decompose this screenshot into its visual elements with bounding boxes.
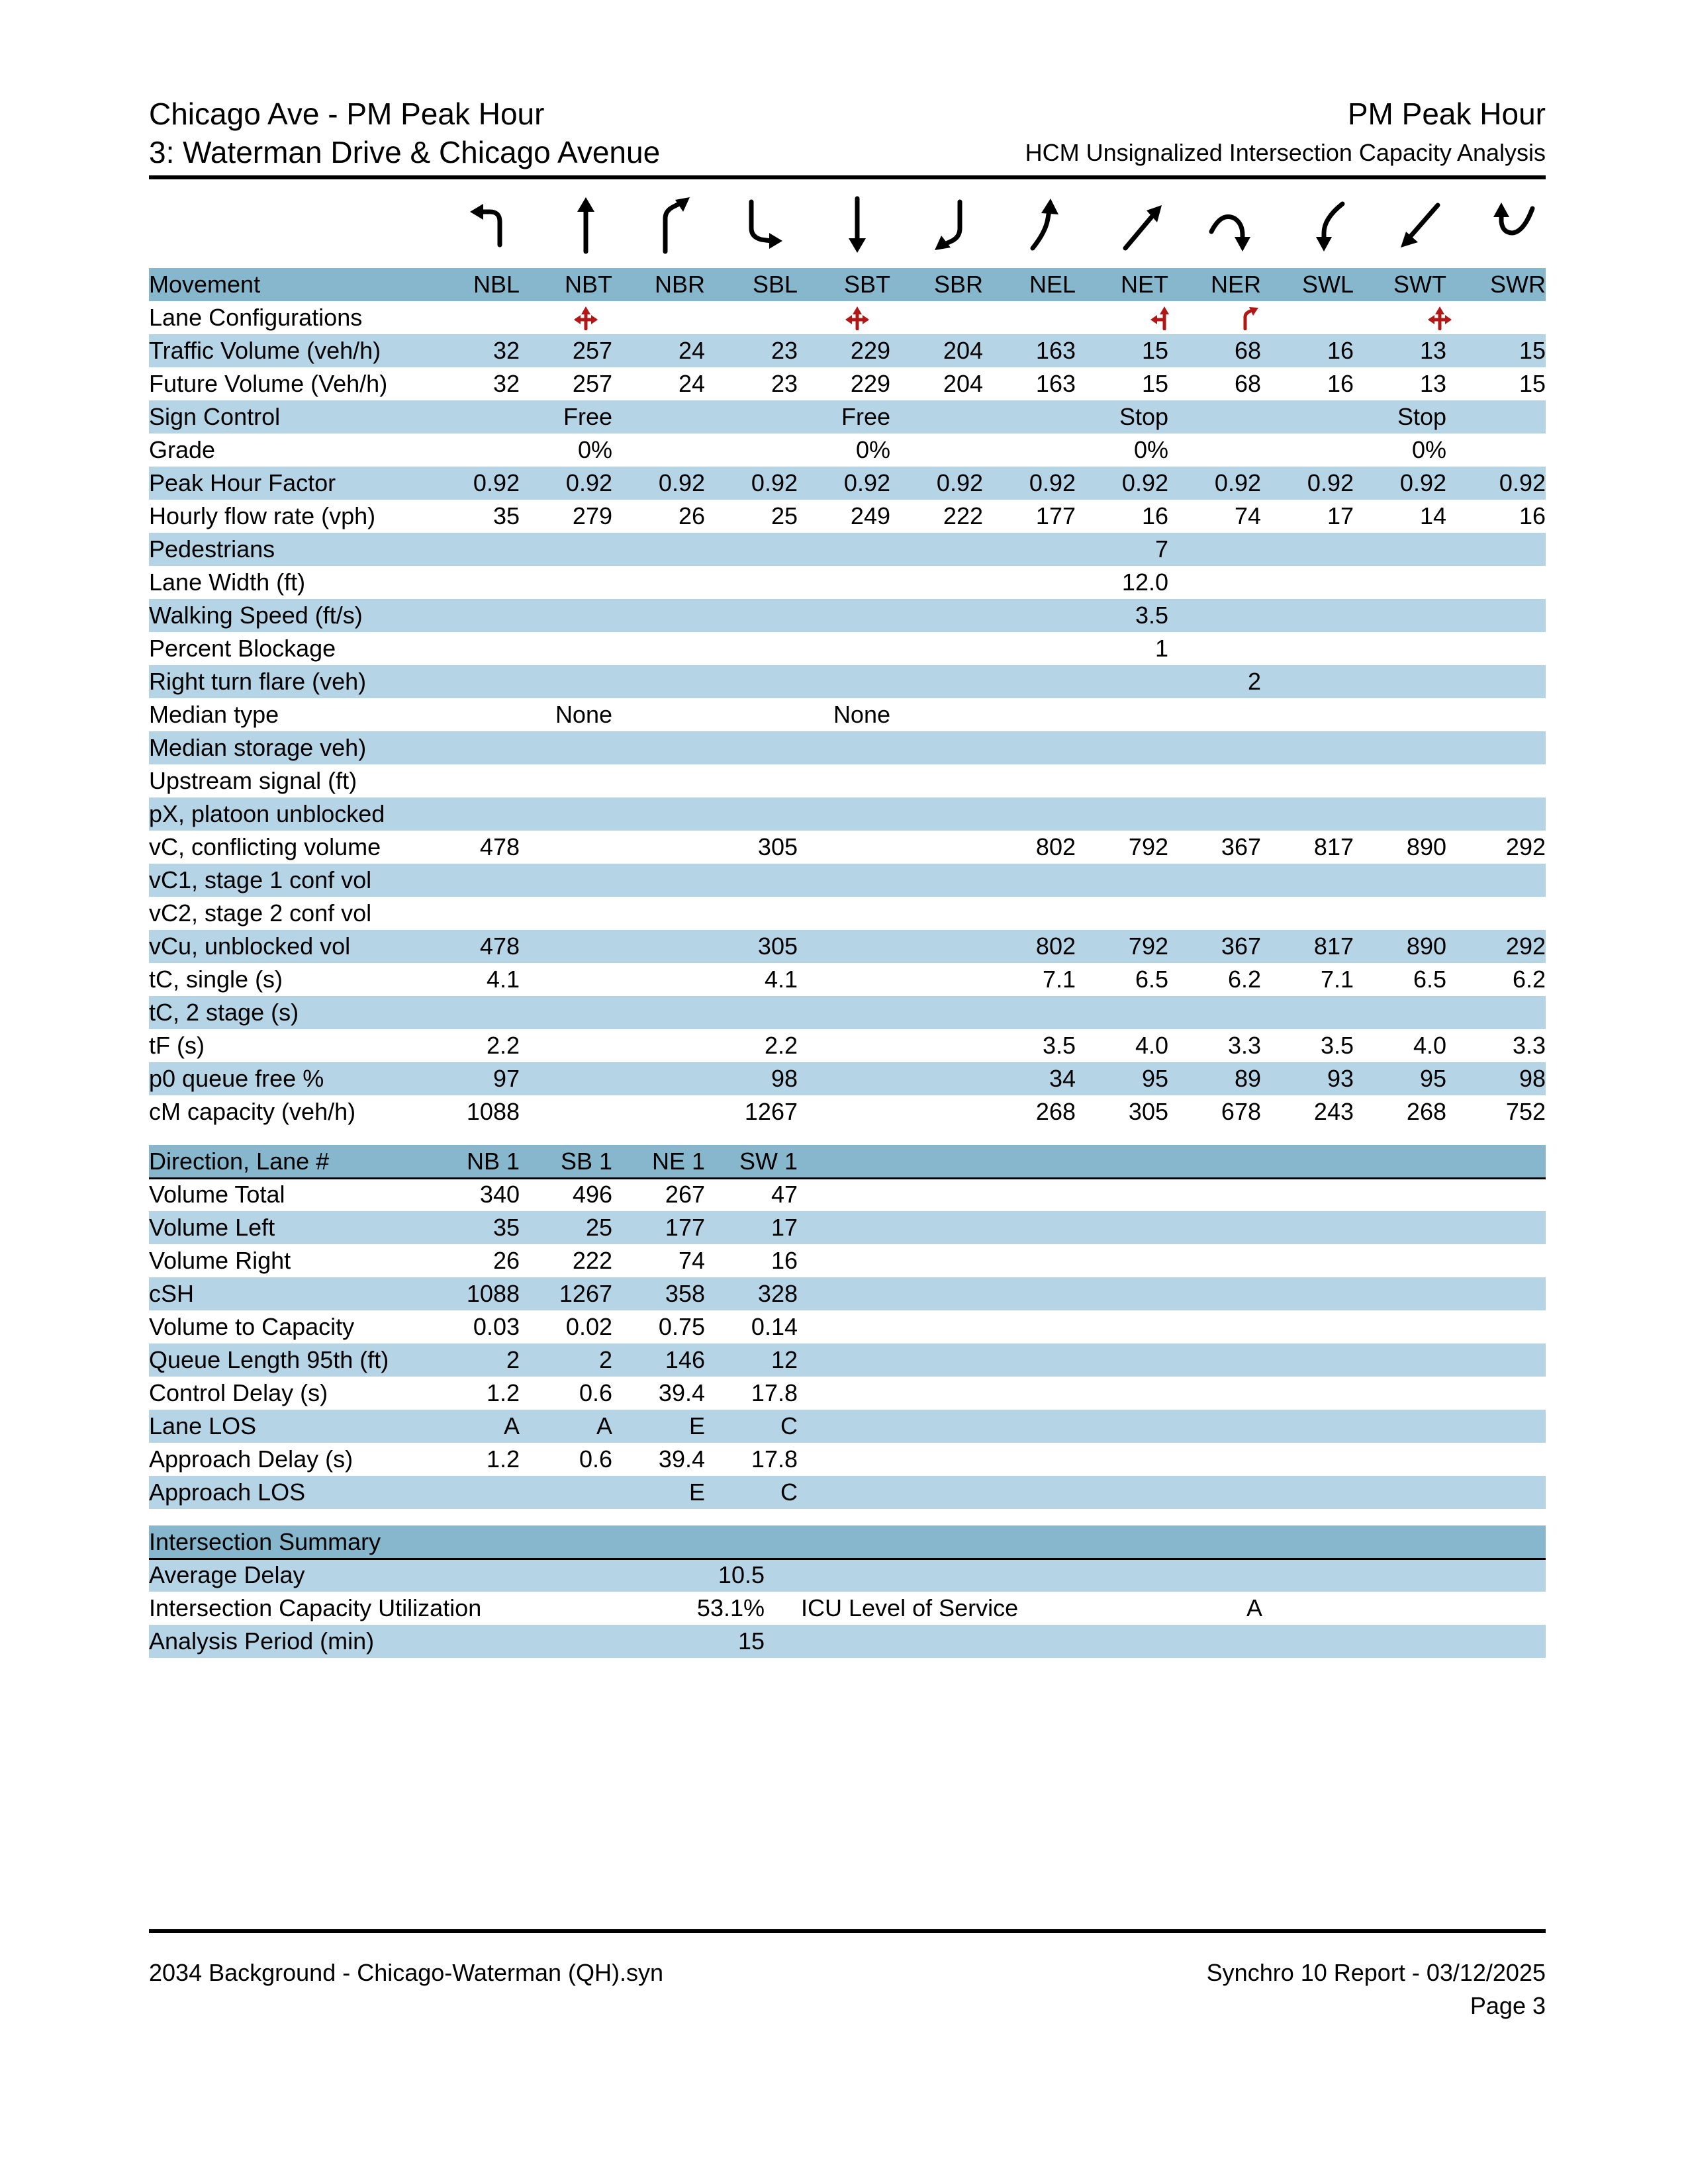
lane-cell: 0.6	[579, 1445, 612, 1473]
movement-cell: 7.1	[1320, 966, 1354, 993]
lane-cell: E	[688, 1479, 705, 1506]
lane-row	[149, 1410, 1546, 1443]
lane-row-label: Volume Left	[149, 1214, 275, 1241]
movement-cell: 23	[771, 337, 798, 364]
movement-cell: 32	[492, 337, 520, 364]
movement-cell: 0%	[1411, 436, 1446, 463]
movement-icons-row	[149, 192, 1546, 265]
movement-row-label: vC, conflicting volume	[149, 833, 381, 860]
movement-cell: 3.5	[1320, 1032, 1354, 1059]
lane-cell: 177	[665, 1214, 705, 1241]
movement-cell: 68	[1234, 370, 1261, 397]
lane-cell: 1267	[559, 1280, 612, 1307]
movement-row-label: Median storage veh)	[149, 734, 367, 761]
sbr-arrow-icon	[920, 192, 980, 258]
movement-cell: 0%	[855, 436, 890, 463]
movement-row	[149, 533, 1546, 566]
movement-cell: Free	[563, 403, 612, 430]
lane-row	[149, 1178, 1546, 1211]
footer-rule	[149, 1929, 1546, 1933]
lane-cell: 74	[678, 1247, 705, 1274]
swt-arrow-icon	[1390, 192, 1450, 258]
movement-cell: 4.0	[1413, 1032, 1446, 1059]
movement-row	[149, 731, 1546, 764]
movement-cell: 26	[678, 502, 705, 529]
movement-cell: 752	[1505, 1098, 1546, 1125]
movement-cell: 23	[771, 370, 798, 397]
movement-row	[149, 334, 1546, 367]
lane-row	[149, 1277, 1546, 1310]
movement-cell: 13	[1419, 337, 1446, 364]
movement-cell: 177	[1035, 502, 1076, 529]
movement-cell: 3.5	[1042, 1032, 1076, 1059]
movement-cell: 13	[1419, 370, 1446, 397]
peak-period: PM Peak Hour	[1347, 97, 1546, 131]
movement-row-label: vC2, stage 2 conf vol	[149, 899, 372, 927]
movement-cell: 97	[492, 1065, 520, 1092]
lane-cell: 39.4	[658, 1379, 705, 1406]
movement-cell: 12.0	[1121, 569, 1168, 596]
movement-row-label: Pedestrians	[149, 535, 275, 563]
average-delay-label: Average Delay	[149, 1561, 305, 1588]
movement-cell: 35	[492, 502, 520, 529]
movement-cell: 1088	[466, 1098, 520, 1125]
summary-row-average-delay	[149, 1559, 1546, 1592]
nel-arrow-icon	[1016, 192, 1076, 258]
lane-cell: 1.2	[486, 1445, 520, 1473]
movement-row	[149, 698, 1546, 731]
movement-cell: 2.2	[764, 1032, 798, 1059]
movement-cell: 68	[1234, 337, 1261, 364]
movement-cell: 15	[1519, 370, 1546, 397]
lane-header-cell: SB 1	[560, 1148, 612, 1175]
lane-cell: 496	[572, 1181, 612, 1208]
movement-cell: 0.92	[936, 469, 983, 496]
movement-row-label: Right turn flare (veh)	[149, 668, 367, 695]
movement-row-label: tC, single (s)	[149, 966, 283, 993]
movement-row	[149, 764, 1546, 797]
swr-arrow-icon	[1483, 192, 1542, 258]
summary-row-icu	[149, 1592, 1546, 1625]
movement-cell: 222	[943, 502, 983, 529]
lane-cell: A	[503, 1412, 520, 1439]
movement-cell: 3.3	[1227, 1032, 1261, 1059]
movement-row	[149, 831, 1546, 864]
movement-row-label: Median type	[149, 701, 279, 728]
movement-cell: 305	[757, 833, 798, 860]
movement-row	[149, 632, 1546, 665]
movement-cell: 204	[943, 370, 983, 397]
movement-cell: 32	[492, 370, 520, 397]
summary-header-rule	[149, 1558, 1546, 1560]
lane-cell: 35	[492, 1214, 520, 1241]
movement-cell: 0.92	[1214, 469, 1261, 496]
movement-row	[149, 963, 1546, 996]
sbl-arrow-icon	[735, 192, 794, 258]
lane-cell: 12	[771, 1346, 798, 1373]
lane-cell: 267	[665, 1181, 705, 1208]
footer-report: Synchro 10 Report - 03/12/2025	[1206, 1959, 1546, 1986]
analysis-period-label: Analysis Period (min)	[149, 1627, 375, 1655]
lane-cell: 146	[665, 1346, 705, 1373]
movement-header-cell: NBL	[473, 271, 520, 298]
lane-cell: 0.14	[751, 1313, 798, 1340]
movement-row	[149, 301, 1546, 334]
nbt-arrow-icon	[556, 192, 616, 258]
movement-row-label: Hourly flow rate (vph)	[149, 502, 376, 529]
movement-row	[149, 599, 1546, 632]
movement-cell: 24	[678, 337, 705, 364]
movement-cell: 268	[1035, 1098, 1076, 1125]
movement-cell: 4.1	[764, 966, 798, 993]
net-arrow-icon	[1112, 192, 1172, 258]
movement-header-row-label: Movement	[149, 271, 261, 298]
movement-cell: 0.92	[751, 469, 798, 496]
lane-row-label: Control Delay (s)	[149, 1379, 328, 1406]
movement-row-label: vC1, stage 1 conf vol	[149, 866, 372, 893]
movement-cell: 0.92	[1499, 469, 1546, 496]
movement-row	[149, 897, 1546, 930]
movement-cell: 243	[1313, 1098, 1354, 1125]
movement-row	[149, 566, 1546, 599]
lane-cell: 17	[771, 1214, 798, 1241]
movement-cell: 367	[1221, 833, 1261, 860]
lane-cell: 222	[572, 1247, 612, 1274]
lane-cell: 1.2	[486, 1379, 520, 1406]
lane-cell: C	[780, 1479, 798, 1506]
movement-row	[149, 1062, 1546, 1095]
movement-row-label: Lane Configurations	[149, 304, 363, 331]
lane-cell: 47	[771, 1181, 798, 1208]
movement-cell: 16	[1519, 502, 1546, 529]
movement-header-row	[149, 268, 1546, 301]
movement-header-cell: NBR	[654, 271, 705, 298]
lane-cell: 16	[771, 1247, 798, 1274]
movement-cell: 15	[1519, 337, 1546, 364]
movement-cell: 0.92	[1029, 469, 1076, 496]
lane-row-label: Volume Total	[149, 1181, 285, 1208]
movement-row-label: Grade	[149, 436, 216, 463]
summary-row-analysis-period	[149, 1625, 1546, 1658]
movement-cell: 279	[572, 502, 612, 529]
report-header	[149, 96, 1546, 179]
movement-cell: 4.0	[1135, 1032, 1168, 1059]
lane-through-left-right-icon	[573, 305, 599, 330]
movement-cell: 16	[1327, 370, 1354, 397]
footer-file: 2034 Background - Chicago-Waterman (QH).syn	[149, 1959, 663, 1986]
lane-cell: 2	[598, 1346, 612, 1373]
movement-cell: 34	[1049, 1065, 1076, 1092]
movement-row	[149, 996, 1546, 1029]
movement-cell: 792	[1128, 933, 1168, 960]
movement-table	[149, 268, 1546, 1128]
lane-row-label: Volume Right	[149, 1247, 291, 1274]
movement-cell: 98	[1519, 1065, 1546, 1092]
movement-cell: 3.5	[1135, 602, 1168, 629]
lane-cell: 2	[506, 1346, 520, 1373]
movement-cell: 0.92	[473, 469, 520, 496]
lane-cell: 0.75	[658, 1313, 705, 1340]
lane-cell: 25	[585, 1214, 612, 1241]
movement-cell: 229	[850, 337, 890, 364]
movement-row-label: Traffic Volume (veh/h)	[149, 337, 381, 364]
movement-header-cell: SWL	[1301, 271, 1354, 298]
movement-cell: 7	[1154, 535, 1168, 563]
movement-cell: 98	[771, 1065, 798, 1092]
lane-cell: 340	[479, 1181, 520, 1208]
movement-header-cell: NEL	[1029, 271, 1076, 298]
movement-cell: 802	[1035, 833, 1076, 860]
movement-header-cell: NER	[1210, 271, 1261, 298]
movement-cell: 229	[850, 370, 890, 397]
movement-cell: 24	[678, 370, 705, 397]
summary-title: Intersection Summary	[149, 1528, 381, 1555]
movement-cell: 817	[1313, 833, 1354, 860]
movement-row-label: cM capacity (veh/h)	[149, 1098, 356, 1125]
movement-cell: 0.92	[1307, 469, 1354, 496]
movement-cell: 25	[771, 502, 798, 529]
movement-row	[149, 930, 1546, 963]
movement-cell: 890	[1406, 833, 1446, 860]
lane-cell: 26	[492, 1247, 520, 1274]
movement-row-label: Future Volume (Veh/h)	[149, 370, 388, 397]
movement-header-cell: SBT	[843, 271, 890, 298]
lane-row-label: Volume to Capacity	[149, 1313, 355, 1340]
nbr-arrow-icon	[642, 192, 702, 258]
lane-left-through-icon	[1149, 305, 1175, 330]
movement-cell: 4.1	[486, 966, 520, 993]
icu-value: 53.1%	[696, 1594, 765, 1621]
lane-through-left-right-icon	[844, 305, 870, 330]
movement-cell: 292	[1505, 933, 1546, 960]
lane-header-row	[149, 1145, 1546, 1178]
movement-row-label: Peak Hour Factor	[149, 469, 336, 496]
movement-row-label: Walking Speed (ft/s)	[149, 602, 363, 629]
lane-row-label: Queue Length 95th (ft)	[149, 1346, 389, 1373]
lane-header-cell: SW 1	[739, 1148, 798, 1175]
movement-cell: 0.92	[843, 469, 890, 496]
movement-cell: 257	[572, 370, 612, 397]
movement-cell: 792	[1128, 833, 1168, 860]
lane-cell: 0.6	[579, 1379, 612, 1406]
movement-cell: 817	[1313, 933, 1354, 960]
movement-cell: 89	[1234, 1065, 1261, 1092]
movement-cell: 305	[1128, 1098, 1168, 1125]
movement-cell: 890	[1406, 933, 1446, 960]
movement-cell: None	[555, 701, 612, 728]
lane-row-label: Lane LOS	[149, 1412, 257, 1439]
movement-cell: 6.2	[1227, 966, 1261, 993]
lane-cell: 17.8	[751, 1445, 798, 1473]
lane-header-cell: NB 1	[466, 1148, 520, 1175]
movement-row	[149, 400, 1546, 433]
movement-header-cell: SWR	[1490, 271, 1546, 298]
movement-row	[149, 500, 1546, 533]
lane-header-cell: NE 1	[651, 1148, 705, 1175]
lane-row	[149, 1476, 1546, 1509]
movement-row	[149, 1029, 1546, 1062]
movement-cell: 1	[1154, 635, 1168, 662]
icu-label: Intersection Capacity Utilization	[149, 1594, 482, 1621]
movement-row-label: pX, platoon unblocked	[149, 800, 385, 827]
movement-cell: 367	[1221, 933, 1261, 960]
movement-cell: 678	[1221, 1098, 1261, 1125]
sbt-arrow-icon	[827, 192, 887, 258]
lane-cell: 328	[757, 1280, 798, 1307]
analysis-type: HCM Unsignalized Intersection Capacity Analysis	[1025, 139, 1546, 166]
header-rule	[149, 175, 1546, 179]
lane-header-row-label: Direction, Lane #	[149, 1148, 330, 1175]
movement-row	[149, 433, 1546, 467]
lane-right-turn-icon	[1235, 305, 1261, 330]
movement-cell: 478	[479, 833, 520, 860]
movement-cell: 3.3	[1512, 1032, 1546, 1059]
movement-cell: 6.2	[1512, 966, 1546, 993]
intersection-summary	[149, 1525, 1546, 1658]
lane-row	[149, 1343, 1546, 1377]
lane-cell: 0.02	[565, 1313, 612, 1340]
movement-cell: 0.92	[1399, 469, 1446, 496]
movement-cell: 163	[1035, 337, 1076, 364]
movement-cell: 268	[1406, 1098, 1446, 1125]
movement-cell: 0%	[577, 436, 612, 463]
movement-cell: 802	[1035, 933, 1076, 960]
lane-row	[149, 1377, 1546, 1410]
movement-row	[149, 367, 1546, 400]
movement-cell: 0%	[1133, 436, 1168, 463]
movement-row	[149, 467, 1546, 500]
movement-cell: 7.1	[1042, 966, 1076, 993]
movement-cell: 204	[943, 337, 983, 364]
lane-table	[149, 1145, 1546, 1509]
lane-row	[149, 1244, 1546, 1277]
movement-header-cell: SWT	[1393, 271, 1446, 298]
movement-cell: 257	[572, 337, 612, 364]
movement-header-cell: SBR	[933, 271, 983, 298]
lane-row	[149, 1443, 1546, 1476]
lane-cell: A	[596, 1412, 612, 1439]
movement-cell: 2	[1247, 668, 1261, 695]
movement-row	[149, 665, 1546, 698]
movement-cell: 15	[1141, 370, 1168, 397]
ner-arrow-icon	[1201, 192, 1261, 258]
movement-cell: None	[833, 701, 890, 728]
lane-row	[149, 1211, 1546, 1244]
movement-cell: 0.92	[1121, 469, 1168, 496]
movement-header-cell: SBL	[752, 271, 798, 298]
movement-row-label: Upstream signal (ft)	[149, 767, 357, 794]
movement-row	[149, 864, 1546, 897]
movement-row-label: Sign Control	[149, 403, 281, 430]
movement-cell: 0.92	[658, 469, 705, 496]
average-delay-value: 10.5	[718, 1561, 765, 1588]
lane-row	[149, 1310, 1546, 1343]
icu-los-label: ICU Level of Service	[801, 1594, 1019, 1621]
movement-cell: 163	[1035, 370, 1076, 397]
movement-cell: 2.2	[486, 1032, 520, 1059]
footer-page: Page 3	[1470, 1992, 1546, 2019]
movement-cell: 95	[1141, 1065, 1168, 1092]
nbl-arrow-icon	[463, 192, 523, 258]
movement-row	[149, 1095, 1546, 1128]
movement-row	[149, 797, 1546, 831]
movement-row-label: Lane Width (ft)	[149, 569, 306, 596]
movement-cell: 16	[1141, 502, 1168, 529]
movement-row-label: Percent Blockage	[149, 635, 336, 662]
movement-cell: 6.5	[1413, 966, 1446, 993]
lane-cell: 358	[665, 1280, 705, 1307]
movement-row-label: p0 queue free %	[149, 1065, 324, 1092]
lane-header-rule	[149, 1177, 1546, 1179]
movement-cell: 93	[1327, 1065, 1354, 1092]
movement-cell: Stop	[1397, 403, 1446, 430]
lane-cell: 17.8	[751, 1379, 798, 1406]
movement-cell: 0.92	[565, 469, 612, 496]
movement-header-cell: NBT	[565, 271, 612, 298]
movement-cell: 478	[479, 933, 520, 960]
summary-header-row	[149, 1525, 1546, 1559]
movement-row-label: vCu, unblocked vol	[149, 933, 351, 960]
lane-row-label: cSH	[149, 1280, 195, 1307]
lane-cell: 39.4	[658, 1445, 705, 1473]
movement-cell: 95	[1419, 1065, 1446, 1092]
movement-cell: 292	[1505, 833, 1546, 860]
movement-cell: 14	[1419, 502, 1446, 529]
report-title: Chicago Ave - PM Peak Hour	[149, 97, 545, 131]
analysis-period-value: 15	[737, 1627, 765, 1655]
lane-through-left-right-icon	[1427, 305, 1453, 330]
lane-cell: 0.03	[473, 1313, 520, 1340]
intersection-name: 3: Waterman Drive & Chicago Avenue	[149, 135, 661, 169]
icu-los-value: A	[1246, 1594, 1262, 1621]
movement-header-cell: NET	[1121, 271, 1168, 298]
movement-cell: 16	[1327, 337, 1354, 364]
movement-row-label: tF (s)	[149, 1032, 205, 1059]
movement-cell: 305	[757, 933, 798, 960]
movement-cell: 17	[1327, 502, 1354, 529]
lane-cell: 1088	[466, 1280, 520, 1307]
lane-row-label: Approach LOS	[149, 1479, 306, 1506]
swl-arrow-icon	[1297, 192, 1357, 258]
lane-cell: E	[688, 1412, 705, 1439]
movement-cell: 15	[1141, 337, 1168, 364]
movement-cell: 6.5	[1135, 966, 1168, 993]
movement-cell: 74	[1234, 502, 1261, 529]
movement-cell: 1267	[744, 1098, 798, 1125]
movement-row-label: tC, 2 stage (s)	[149, 999, 299, 1026]
movement-cell: 249	[850, 502, 890, 529]
movement-cell: Stop	[1119, 403, 1168, 430]
movement-cell: Free	[841, 403, 890, 430]
lane-row-label: Approach Delay (s)	[149, 1445, 353, 1473]
lane-cell: C	[780, 1412, 798, 1439]
